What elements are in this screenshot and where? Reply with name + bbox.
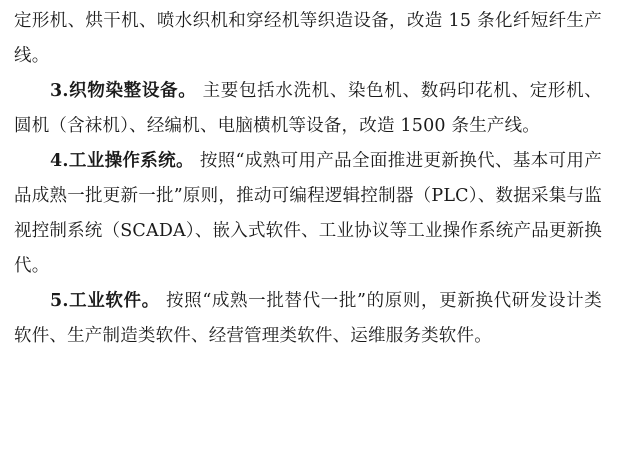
paragraph-heading-4: 4.工业操作系统。: [50, 151, 194, 171]
paragraph-heading-5: 5.工业软件。: [50, 291, 160, 311]
paragraph-body-5: 按照“成熟一批替代一批”的原则，更新换代研发设计类软件、生产制造类软件、经营管理类软件、运维服务类软件。: [14, 291, 603, 346]
paragraph-text: 定形机、烘干机、喷水织机和穿经机等织造设备，改造 15 条化纤短纤生产线。: [14, 11, 602, 66]
paragraph-heading-3: 3.织物染整设备。: [50, 81, 197, 101]
paragraph-item-3: [14, 74, 602, 144]
paragraph-continuation: [14, 4, 602, 74]
paragraph-item-4: [14, 144, 602, 284]
paragraph-body-3: 主要包括水洗机、染色机、数码印花机、定形机、圆机（含袜机）、经编机、电脑横机等设备，改造 1500 条生产线。: [14, 81, 602, 136]
paragraph-body-4: 按照“成熟可用产品全面推进更新换代、基本可用产品成熟一批更新一批”原则，推动可编程逻辑控制器（PLC）、数据采集与监视控制系统（SCADA）、嵌入式软件、工业协议等工业操作系统产品更新换代。: [14, 151, 602, 276]
paragraph-item-5: [14, 284, 602, 354]
